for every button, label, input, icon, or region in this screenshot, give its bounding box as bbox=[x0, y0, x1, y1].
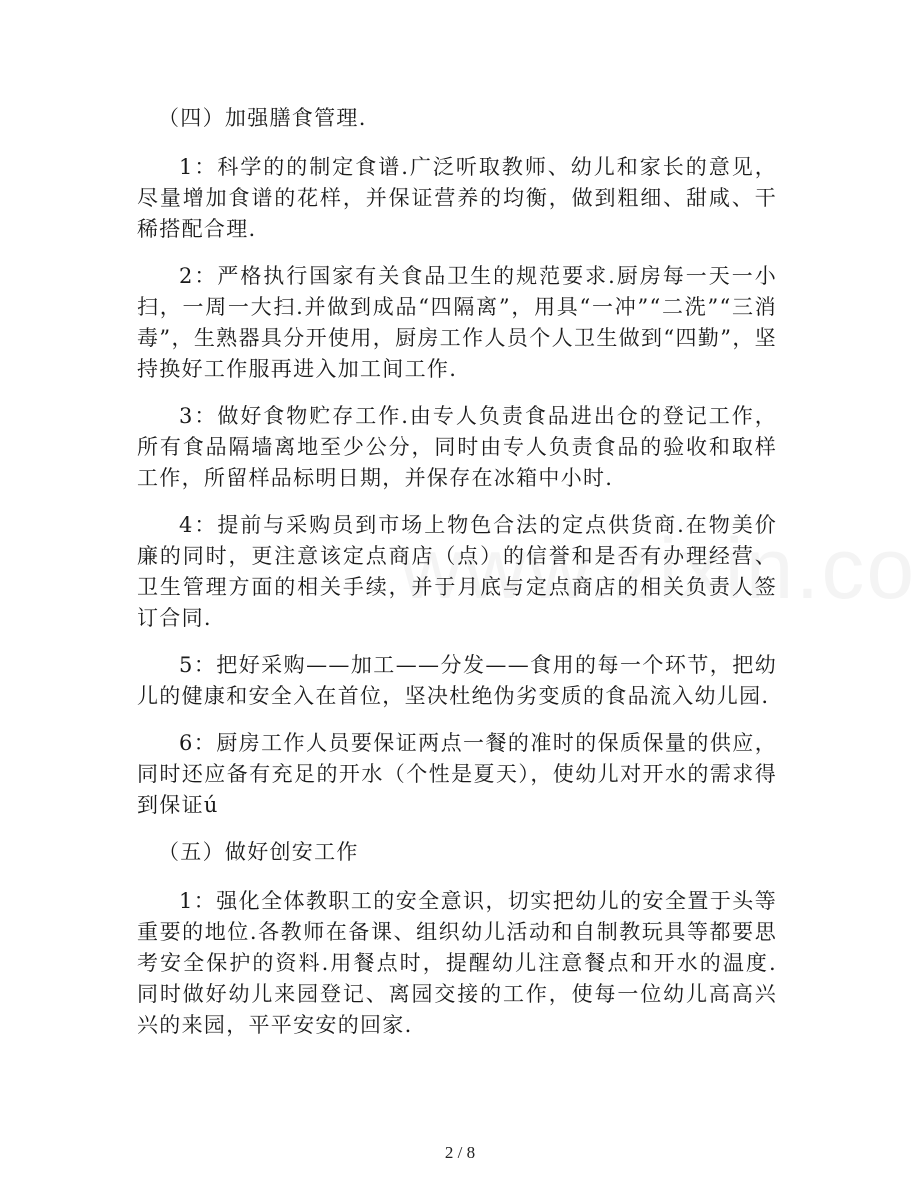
document-body bbox=[137, 103, 777, 1057]
paragraph: 3：做好食物贮存工作.由专人负责食品进出仓的登记工作，所有食品隔墙离地至少公分，同时由专人负责食品的验收和取样工作，所留样品标明日期，并保存在冰箱中小时. bbox=[137, 404, 777, 490]
paragraph: 1：强化全体教职工的安全意识，切实把幼儿的安全置于头等重要的地位.各教师在备课、组织幼儿活动和自制教玩具等都要思考安全保护的资料.用餐点时，提醒幼儿注意餐点和开水的温度.同时做好幼儿来园登记、离园交接的工作，使每一位幼儿高高兴兴的来园，平平安安的回家. bbox=[137, 889, 777, 1037]
page-number: 2 / 8 bbox=[444, 1143, 476, 1162]
paragraph: 1：科学的的制定食谱.广泛听取教师、幼儿和家长的意见，尽量增加食谱的花样，并保证营养的均衡，做到粗细、甜咸、干稀搭配合理. bbox=[137, 155, 777, 241]
section-heading: （五）做好创安工作 bbox=[158, 840, 359, 864]
paragraph: 4：提前与采购员到市场上物色合法的定点供货商.在物美价廉的同时，更注意该定点商店（点）的信誉和是否有办理经营、卫生管理方面的相关手续，并于月底与定点商店的相关负责人签订合同. bbox=[137, 513, 777, 630]
paragraph: 2：严格执行国家有关食品卫生的规范要求.厨房每一天一小扫，一周一大扫.并做到成品“四隔离”，用具“一冲”“二洗”“三消毒”，生熟器具分开使用，厨房工作人员个人卫生做到“四勤”，坚持换好工作服再进入加工间工作. bbox=[137, 264, 777, 381]
section-heading: （四）加强膳食管理. bbox=[158, 106, 367, 130]
paragraph: 5：把好采购——加工——分发——食用的每一个环节，把幼儿的健康和安全入在首位，坚决杜绝伪劣变质的食品流入幼儿园. bbox=[137, 653, 777, 708]
paragraph: 6：厨房工作人员要保证两点一餐的准时的保质保量的供应，同时还应备有充足的开水（个性是夏天），使幼儿对开水的需求得到保证ú bbox=[137, 731, 777, 817]
